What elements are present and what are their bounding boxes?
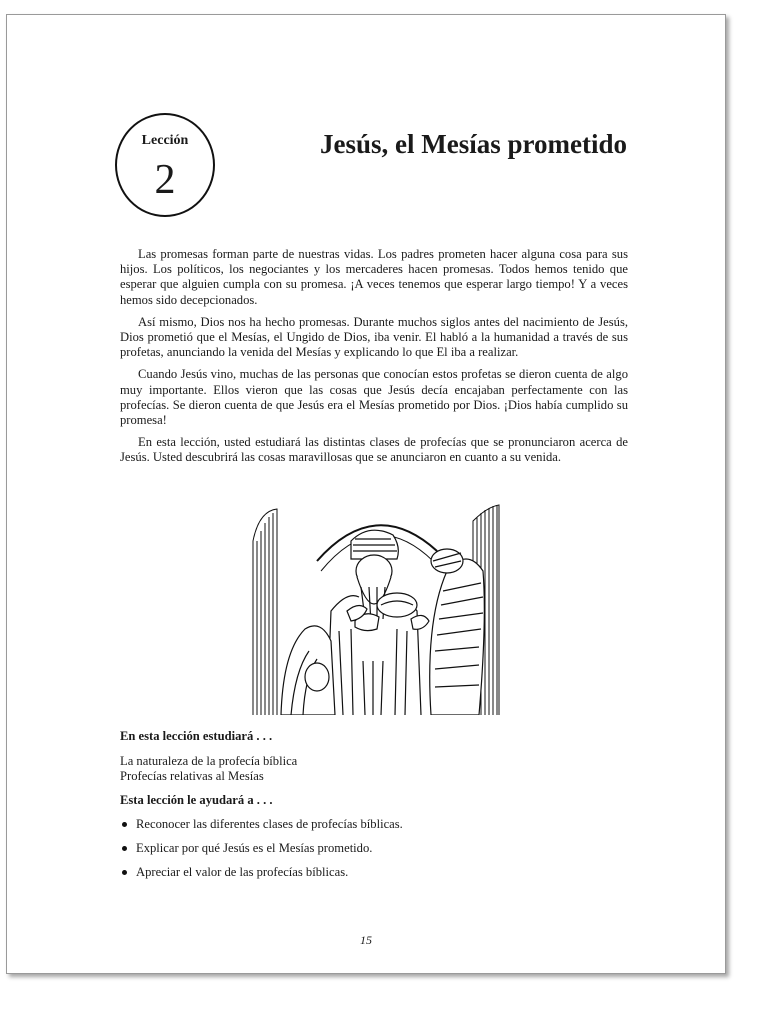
simeon-holding-infant-illustration bbox=[247, 501, 503, 715]
intro-paragraph: En esta lección, usted estudiará las distintas clases de profecías que se pronunciaron acerca de Jesús. Usted descubrirá las cosas maravillosas que se anunciaron en cuanto a su venida. bbox=[120, 435, 628, 465]
bullet-icon bbox=[122, 822, 127, 827]
objective-text: Explicar por qué Jesús es el Mesías prometido. bbox=[136, 841, 373, 855]
objectives-section bbox=[120, 729, 628, 889]
list-item bbox=[120, 841, 628, 856]
intro-paragraph: Así mismo, Dios nos ha hecho promesas. Durante muchos siglos antes del nacimiento de Jesús, Dios prometió que el Mesías, el Ungido de Dios, iba venir. El habló a la humanidad a través de sus profetas, anunciando la venida del Mesías y explicando lo que El iba a realizar. bbox=[120, 314, 628, 360]
lesson-label: Lección bbox=[141, 133, 189, 148]
intro-paragraph: Las promesas forman parte de nuestras vidas. Los padres prometen hacer alguna cosa para sus hijos. Los políticos, los negociantes y los mercaderes hacen promesas. Todos hemos tenido que esperar que alguien cumpla con su promesa. ¡A veces tenemos que esperar largo tiempo! Y a veces hemos sido decepcionados. bbox=[120, 247, 628, 307]
study-heading: En esta lección estudiará . . . bbox=[120, 729, 273, 743]
page-number: 15 bbox=[360, 933, 372, 947]
study-topic: La naturaleza de la profecía bíblica bbox=[120, 754, 298, 768]
list-item bbox=[120, 865, 628, 880]
study-topic: Profecías relativas al Mesías bbox=[120, 769, 264, 783]
objective-text: Apreciar el valor de las profecías bíblicas. bbox=[136, 865, 349, 879]
intro-text bbox=[120, 247, 628, 473]
help-heading: Esta lección le ayudará a . . . bbox=[120, 793, 273, 807]
lesson-badge bbox=[115, 113, 215, 217]
bullet-icon bbox=[122, 846, 127, 851]
lesson-number: 2 bbox=[154, 157, 176, 203]
list-item bbox=[120, 817, 628, 832]
page-title: Jesús, el Mesías prometido bbox=[320, 129, 627, 159]
objectives-list bbox=[120, 817, 628, 880]
objective-text: Reconocer las diferentes clases de profecías bíblicas. bbox=[136, 817, 403, 831]
intro-paragraph: Cuando Jesús vino, muchas de las personas que conocían estos profetas se dieron cuenta de algo muy importante. Ellos vieron que las cosas que Jesús decía encajaban perfectamente con las profecías. Se dieron cuenta de que Jesús era el Mesías prometido por Dios. ¡Dios había cumplido su promesa! bbox=[120, 367, 628, 428]
document-page bbox=[6, 14, 726, 974]
bullet-icon bbox=[122, 870, 127, 875]
